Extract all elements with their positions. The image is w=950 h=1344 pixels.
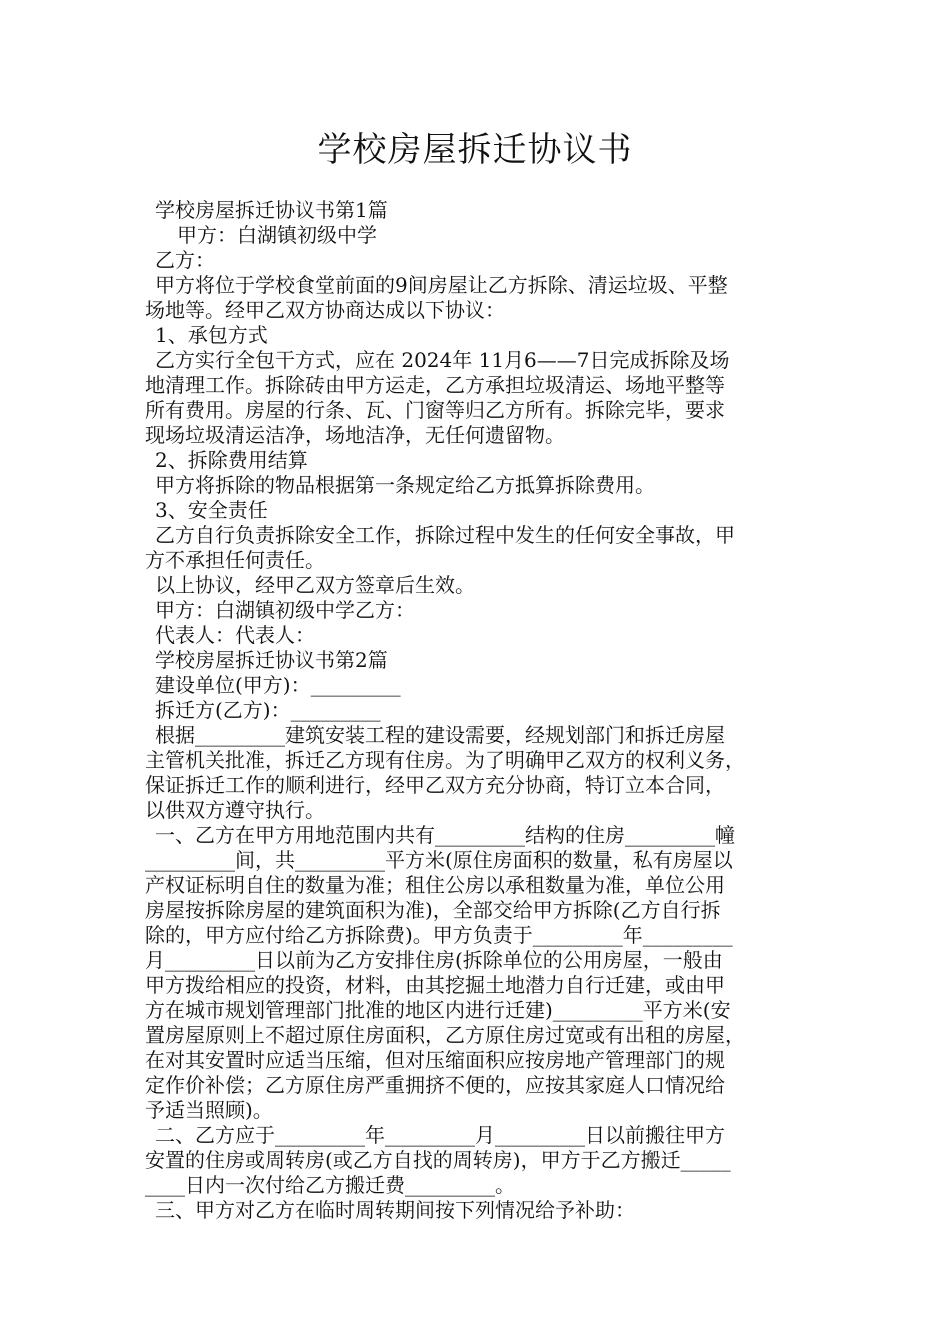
party-b-line: 乙方： — [155, 248, 215, 272]
clause-heading: 3、安全责任 — [155, 498, 268, 522]
paragraph-line: 方在城市规划管理部门批准的地区内进行迁建)_________平方米(安 — [145, 998, 731, 1022]
paragraph-line: 产权证标明自住的数量为准；租住公房以承租数量为准，单位公用 — [145, 873, 725, 897]
paragraph-line: 保证拆迁工作的顺利进行，经甲乙双方充分协商，特订立本合同， — [145, 773, 725, 797]
section-heading: 学校房屋拆迁协议书第1篇 — [155, 198, 388, 222]
paragraph-line: 根据_________建筑安装工程的建设需要，经规划部门和拆迁房屋 — [155, 723, 725, 747]
paragraph-line: 置房屋原则上不超过原住房面积，乙方原住房过宽或有出租的房屋， — [145, 1023, 745, 1047]
paragraph-line: 乙方自行负责拆除安全工作，拆除过程中发生的任何安全事故，甲 — [155, 523, 735, 547]
paragraph-line: 甲方将位于学校食堂前面的9间房屋让乙方拆除、清运垃圾、平整 — [155, 273, 728, 297]
clause-heading: 1、承包方式 — [155, 323, 268, 347]
paragraph-line: 以上协议，经甲乙双方签章后生效。 — [155, 573, 475, 597]
paragraph-line: 二、乙方应于_________年_________月_________日以前搬往甲方 — [155, 1123, 725, 1147]
paragraph-line: 除的，甲方应付给乙方拆除费)。甲方负责于_________年_________ — [145, 923, 733, 947]
paragraph-line: 现场垃圾清运洁净，场地洁净，无任何遗留物。 — [145, 423, 565, 447]
document-title: 学校房屋拆迁协议书 — [317, 130, 633, 170]
paragraph-line: _________间，共_________平方米(原住房面积的数量，私有房屋以 — [145, 848, 733, 872]
paragraph-line: 安置的住房或周转房(或乙方自找的周转房)，甲方于乙方搬迁_____ — [145, 1148, 731, 1172]
paragraph-line: 定作价补偿；乙方原住房严重拥挤不便的，应按其家庭人口情况给 — [145, 1073, 725, 1097]
paragraph-line: 甲方拨给相应的投资，材料，由其挖掘土地潜力自行迁建，或由甲 — [145, 973, 725, 997]
paragraph-line: 乙方实行全包干方式，应在 2024年 11月6——7日完成拆除及场 — [155, 348, 730, 372]
paragraph-line: 在对其安置时应适当压缩，但对压缩面积应按房地产管理部门的规 — [145, 1048, 725, 1072]
paragraph-line: 月_________日以前为乙方安排住房(拆除单位的公用房屋，一般由 — [145, 948, 723, 972]
field-line: 拆迁方(乙方)：_________ — [155, 698, 381, 722]
paragraph-line: 以供双方遵守执行。 — [145, 798, 325, 822]
paragraph-line: 方不承担任何责任。 — [145, 548, 325, 572]
paragraph-line: 地清理工作。拆除砖由甲方运走，乙方承担垃圾清运、场地平整等 — [145, 373, 725, 397]
paragraph-line: 予适当照顾)。 — [145, 1098, 273, 1122]
party-a-line: 甲方：白湖镇初级中学 — [177, 223, 377, 247]
field-line: 建设单位(甲方)：_________ — [155, 673, 401, 697]
paragraph-line: 主管机关批准，拆迁乙方现有住房。为了明确甲乙双方的权利义务， — [145, 748, 745, 772]
paragraph-line: 房屋按拆除房屋的建筑面积为准)，全部交给甲方拆除(乙方自行拆 — [145, 898, 721, 922]
paragraph-line: 场地等。经甲乙双方协商达成以下协议： — [145, 298, 505, 322]
paragraph-line: 甲方将拆除的物品根据第一条规定给乙方抵算拆除费用。 — [155, 473, 655, 497]
signature-line: 甲方：白湖镇初级中学乙方： — [155, 598, 415, 622]
document-body — [145, 198, 815, 1223]
paragraph-line: 三、甲方对乙方在临时周转期间按下列情况给予补助： — [155, 1198, 635, 1222]
signature-line: 代表人：代表人： — [155, 623, 315, 647]
paragraph-line: 所有费用。房屋的行条、瓦、门窗等归乙方所有。拆除完毕，要求 — [145, 398, 725, 422]
section-heading: 学校房屋拆迁协议书第2篇 — [155, 648, 388, 672]
clause-heading: 2、拆除费用结算 — [155, 448, 308, 472]
paragraph-line: 一、乙方在甲方用地范围内共有_________结构的住房_________幢 — [155, 823, 735, 847]
paragraph-line: ____日内一次付给乙方搬迁费_________。 — [145, 1173, 515, 1197]
